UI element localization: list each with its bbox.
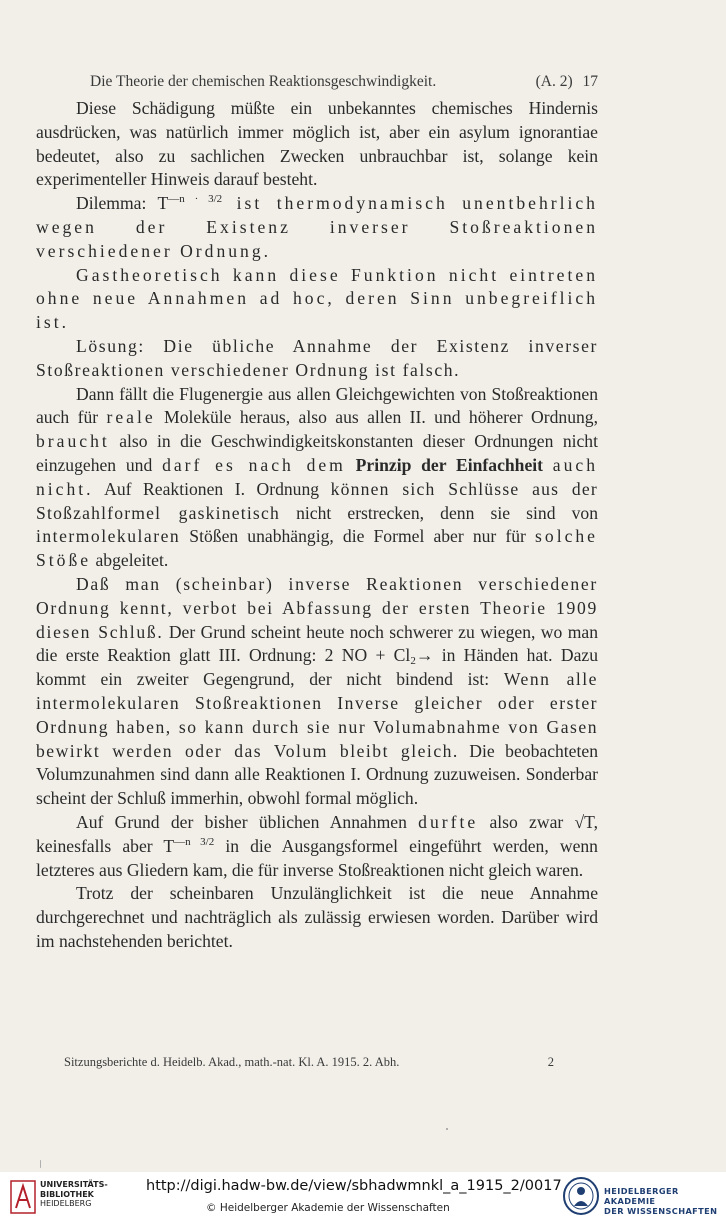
footnote-sheet-number: 2 (547, 1055, 554, 1069)
emphasis-principle: Prinzip der Einfachheit (355, 454, 543, 475)
header-page-number: 17 (582, 73, 598, 90)
university-library-logo-icon (10, 1180, 36, 1214)
page-footnote (64, 1055, 554, 1070)
paragraph: Gastheoretisch kann diese Funktion nicht eintreten ohne neue Annahmen ad hoc, deren Sinn unbegreiflich ist. (36, 264, 598, 333)
paragraph: Dann fällt die Flugenergie aus allen Gleichgewichten von Stoßreaktionen auch für reale Moleküle heraus, also aus allen II. und höherer Ordnung, braucht also in die Geschwindigkeitskonstanten dieser Ordnungen nicht einzugehen und darf es nach dem Prinzip der Einfachheit auch nicht. Auf Reaktionen I. Ordnung können sich Schlüsse aus der Stoßzahlformel gaskinetisch nicht erstrecken, denn sie sind von intermolekularen Stößen unabhängig, die Formel aber nur für solche Stöße abgeleitet. (36, 383, 598, 571)
header-right (536, 73, 598, 91)
paragraph: Daß man (scheinbar) inverse Reaktionen verschiedener Ordnung kennt, verbot bei Abfassung der ersten Theorie 1909 diesen Schluß. Der Grund scheint heute noch schwerer zu wiegen, wo man die erste Reaktion glatt III. Ordnung: 2 NO + $Cl_2\to$ in Händen hat. Dazu kommt ein zweiter Gegengrund, der nicht bindend ist: Wenn alle intermolekularen Stoßreaktionen Inverse gleicher oder erster Ordnung haben, so kann durch sie nur Volumabnahme von Gasen bewirkt werden oder das Volum bleibt gleich. Die beobachteten Volumzunahmen sind dann alle Reaktionen I. Ordnung zuzuweisen. Sonderbar scheint der Schluß immerhin, obwohl formal möglich. (36, 573, 598, 809)
paragraph: Trotz der scheinbaren Unzulänglichkeit ist die neue Annahme durchgerechnet und nachträglich als zulässig erwiesen worden. Darüber wird im nachstehenden berichtet. (36, 883, 598, 951)
copyright-notice: © Heidelberger Akademie der Wissenschaften (206, 1202, 450, 1214)
digital-library-footer (0, 1172, 726, 1221)
paragraph-solution: Lösung: Die übliche Annahme der Existenz inverser Stoßreaktionen verschiedener Ordnung ist falsch. (36, 335, 598, 380)
academy-seal-icon (562, 1176, 600, 1216)
body-text (36, 97, 598, 954)
university-library-name: UNIVERSITÄTS- BIBLIOTHEK HEIDELBERG (40, 1180, 108, 1208)
header-section: (A. 2) (535, 73, 573, 90)
footnote-citation: Sitzungsberichte d. Heidelb. Akad., math.-nat. Kl. A. 1915. 2. Abh. (64, 1055, 400, 1069)
scan-speck (446, 1128, 448, 1130)
paragraph: Diese Schädigung müßte ein unbekanntes chemisches Hindernis ausdrücken, was natürlich immer möglich ist, aber ein asylum ignorantiae bedeutet, also zu sachlichen Zwecken unbrauchbar ist, solange kein experimenteller Hinweis darauf besteht. (36, 98, 598, 190)
header-title: Die Theorie der chemischen Reaktionsgeschwindigkeit. (90, 73, 437, 90)
paragraph: Auf Grund der bisher üblichen Annahmen durfte also zwar √T, keinesfalls aber $T^{—n 3/2}$ in die Ausgangsformel eingeführt werden, wenn letzteres aus Gliedern kam, die für inverse Stoßreaktionen nicht gleich waren. (36, 811, 598, 880)
scan-speck (40, 1160, 41, 1168)
permalink-url[interactable]: http://digi.hadw-bw.de/view/sbhadwmnkl_a_1915_2/0017 (146, 1178, 562, 1194)
running-header (90, 73, 598, 91)
academy-name: HEIDELBERGER AKADEMIE DER WISSENSCHAFTEN (604, 1186, 718, 1216)
paragraph-dilemma: Dilemma: $T^{—n \cdot 3/2}$ ist thermodynamisch unentbehrlich wegen der Existenz inverser Stoßreaktionen verschiedener Ordnung. (36, 193, 598, 261)
